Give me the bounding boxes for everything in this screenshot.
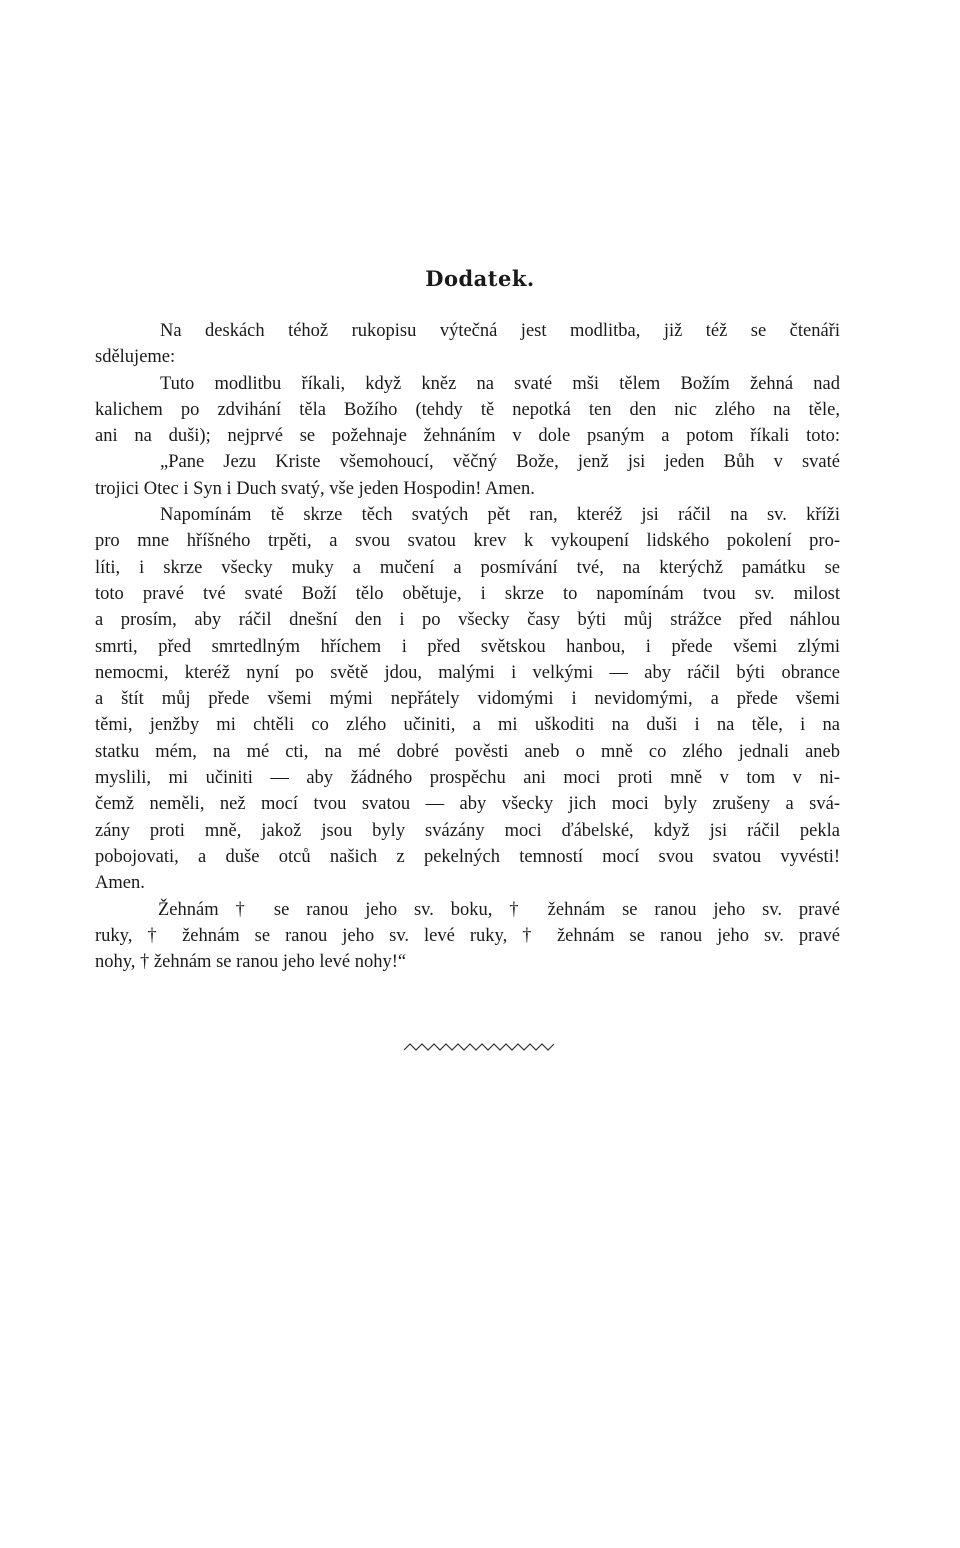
text-line: smrti, před smrtedlným hříchem i před světskou hanbou, i přede všemi zlými [95,636,840,657]
text-line: Na deskách téhož rukopisu výtečná jest modlitba, již též se čtenáři [160,321,840,341]
text-line: toto pravé tvé svaté Boží tělo obětuje, i skrze to napomínám tvou sv. milost [95,583,840,604]
text-line: čemž neměli, než mocí tvou svatou — aby všecky jich moci byly zrušeny a svá- [95,794,840,815]
text-line: pro mne hříšného trpěti, a svou svatou krev k vykoupení lidského pokolení pro- [95,531,840,552]
text-line: Žehnám † se ranou jeho sv. boku, † žehnám se ranou jeho sv. pravé [158,899,840,920]
text-line: Amen. [95,873,145,894]
text-line: líti, i skrze všecky muky a mučení a posmívání tvé, na kterýchž památku se [95,557,840,578]
text-line: Napomínám tě skrze těch svatých pět ran, kteréž jsi ráčil na sv. kříži [160,505,840,526]
text-line: a štít můj přede všemi mými nepřátely vidomými i nevidomými, a přede všemi [95,689,840,710]
text-line: ruky, † žehnám se ranou jeho sv. levé ruky, † žehnám se ranou jeho sv. pravé [95,925,840,946]
text-line: trojici Otec i Syn i Duch svatý, vše jeden Hospodin! Amen. [95,478,535,499]
text-line: těmi, jenžby mi chtěli co zlého učiniti, a mi uškoditi na duši i na těle, i na [95,715,840,736]
text-line: a prosím, aby ráčil dnešní den i po všecky časy býti můj strážce před náhlou [95,610,840,631]
page-title: Dodatek. [425,266,535,291]
text-line: nemocmi, kteréž nyní po světě jdou, malými i velkými — aby ráčil býti obrance [95,662,840,683]
text-line: pobojovati, a duše otců našich z pekelných temností mocí svou svatou vyvésti! [95,846,840,867]
text-line: kalichem po zdvihání těla Božího (tehdy tě nepotká ten den nic zlého na těle, [95,399,840,420]
text-line: Tuto modlitbu říkali, když kněz na svaté mši tělem Božím žehná nad [160,373,840,394]
body-text [95,318,840,975]
wavy-divider-ornament [0,1038,960,1058]
wavy-line-icon [400,1038,560,1058]
text-line: myslili, mi učiniti — aby žádného prospěchu ani moci proti mně v tom v ni- [95,768,840,789]
text-line: „Pane Jezu Kriste všemohoucí, věčný Bože, jenž jsi jeden Bůh v svaté [160,452,840,473]
text-line: nohy, † žehnám se ranou jeho levé nohy!“ [95,952,407,973]
text-line: zány proti mně, jakož jsou byly svázány moci ďábelské, když jsi ráčil pekla [95,820,840,841]
text-line: statku mém, na mé cti, na mé dobré pověsti aneb o mně co zlého jednali aneb [95,741,840,762]
text-line: ani na duši); nejprvé se požehnaje žehnáním v dole psaným a potom říkali toto: [95,426,840,447]
text-line: sdělujeme: [95,347,176,368]
